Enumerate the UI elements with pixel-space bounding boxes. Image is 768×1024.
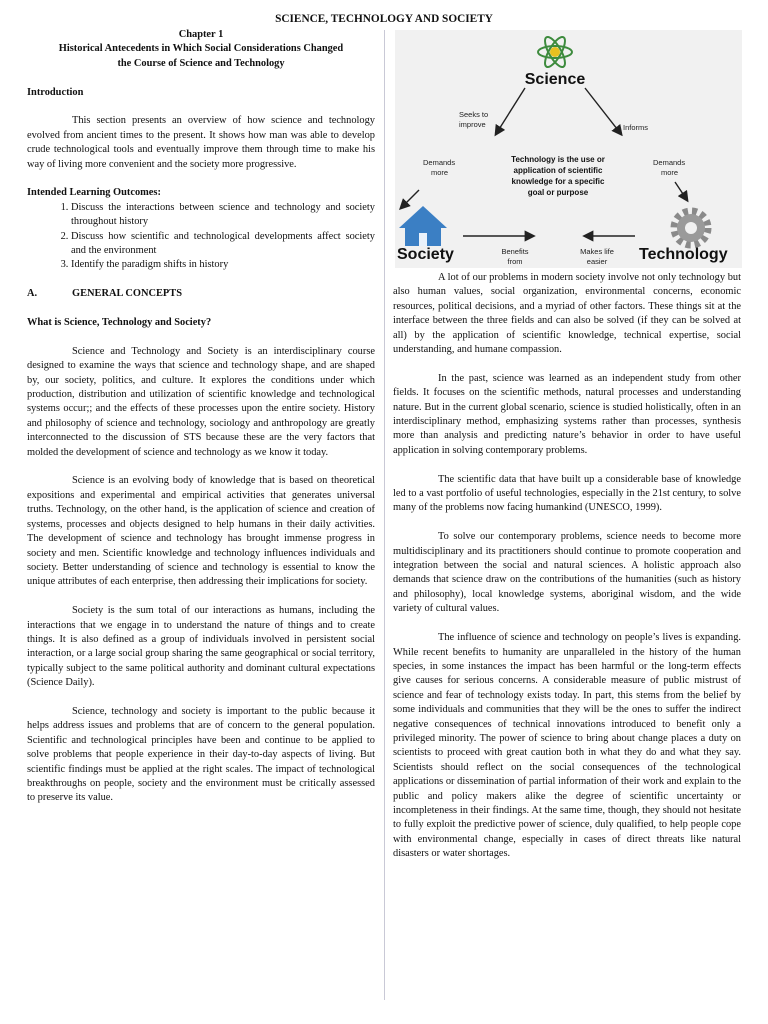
informs-label: Informs bbox=[623, 123, 649, 132]
makes-label-1: Makes life bbox=[580, 247, 614, 256]
outcome-item: 3. Identify the paradigm shifts in history bbox=[71, 258, 375, 272]
benefits-label-2: from bbox=[507, 257, 523, 266]
center-line-3: knowledge for a specific bbox=[511, 177, 605, 186]
sts-diagram bbox=[395, 30, 742, 268]
what-is-heading: What is Science, Technology and Society? bbox=[27, 317, 212, 329]
center-line-1: Technology is the use or bbox=[511, 155, 605, 164]
paragraph-society: Society is the sum total of our interactions as humans, including the interactions that we engage in to understand the nature of things and to create things. It is also defined as a group of individuals involved in persistent social interaction, or a large social group sharing the same geographical or social territory, typically subject to the same political authority and dominant cultural expectations (Science Daily). bbox=[27, 605, 375, 689]
right-column bbox=[393, 271, 741, 862]
technology-label: Technology bbox=[639, 246, 728, 263]
section-letter: A. bbox=[27, 288, 38, 300]
makes-label-2: easier bbox=[586, 257, 608, 266]
atom-icon bbox=[538, 34, 572, 69]
outcomes-heading: Intended Learning Outcomes: bbox=[27, 187, 161, 199]
section-title: GENERAL CONCEPTS bbox=[72, 288, 182, 300]
outcome-item: 2. Discuss how scientific and technological developments affect society and the environment bbox=[71, 230, 375, 259]
paragraph-modern-problems: A lot of our problems in modern society involve not only technology but also human values, social organization, environmental concerns, economic resources, political decisions, and a myriad of other factors. These things sit at the interface between the three fields and can also be solved (if they can be solved at all) by the application of scientific knowledge, technical expertise, social understanding, and humane compassion. bbox=[393, 272, 741, 356]
outcome-item: 1. Discuss the interactions between science and technology and society throughout history bbox=[71, 201, 375, 230]
paragraph-sts: Science and Technology and Society is an interdisciplinary course designed to examine the ways that science and technology shape, and are shaped by, our society, politics, and culture. It explores the conditions under which production, distribution and utilization of scientific knowledge and technological systems occur;; and the effects of these processes upon the entire society. History and philosophy of science and technology, sociology and anthropology are greatly interconnected to the discussion of STS because these are the very factors that molded the development of science and technology as we know it today. bbox=[27, 345, 375, 458]
section-a-heading bbox=[27, 287, 375, 301]
center-line-2: application of scientific bbox=[513, 166, 603, 175]
introduction-paragraph: This section presents an overview of how science and technology evolved from ancient times to the present. It shows how man was able to develop crude technological tools and eventually improve them through time to make his way of living more convenient and the society more progressive. bbox=[27, 115, 375, 170]
demands-left-2: more bbox=[431, 168, 449, 177]
paragraph-influence: The influence of science and technology on people’s lives is expanding. While recent benefits to humanity are unparalleled in the history of the human species, in some instances the impact has been harmful or the long-term effects give causes for serious concerns. A considerable measure of public mistrust of science and fear of technology exists today. In part, this stems from the belief by some individuals and communities that they will be the ones to suffer the indirect negative consequences of technical innovations introduced to benefit only a privileged minority. The power of science to bring about change places a duty on scientists to proceed with great caution both in what they do and what they say. Scientists should reflect on the social consequences of the technological applications or dissemination of partial information of their work and explain to the public and policy makers alike the degree of scientific uncertainty or incompleteness in their findings. At the same time, though, they should not hesitate to fully exploit the predictive power of science, duly qualified, to help people cope with environmental change, especially in cases of direct threats like natural disasters or water shortages. bbox=[393, 632, 741, 860]
seeks-label-2: improve bbox=[459, 120, 486, 129]
gear-icon bbox=[674, 211, 708, 245]
paragraph-past-science: In the past, science was learned as an independent study from other fields. It focuses on the scientific methods, natural processes and understanding nature. But in the current global scenario, science is studied holistically, often in an interdisciplinary method, emphasizing systems rather than processes, synthesis more than analysis and predicting nature’s behavior in order to have useful application in solving contemporary problems. bbox=[393, 372, 741, 456]
chapter-title-line-1: Historical Antecedents in Which Social Considerations Changed bbox=[58, 43, 344, 55]
paragraph-importance: Science, technology and society is important to the public because it helps address issues and problems that are of concern to the general population. Scientific and technological principles have been and continue to be applied to solve problems that people experience in their day-to-day aspects of living. But scientific findings must be applied at the right scales. The impact of technological breakthroughs on people, society and the environment must be critically assessed to preserve its value. bbox=[27, 705, 375, 804]
society-label: Society bbox=[397, 246, 454, 263]
paragraph-science: Science is an evolving body of knowledge that is based on theoretical expositions and experimental and empirical activities that generates universal truths. Technology, on the other hand, is the application of science and creation of systems, processes and objects designed to help humans in their daily activities. The development of science and technology has brought immense progress in society and men. Scientific knowledge and technology influences individuals and society. Better understanding of science and technology is essential to know the unique attributes of each enterprise, then addressing their implications for society. bbox=[27, 475, 375, 588]
science-label: Science bbox=[524, 71, 586, 88]
arrow-science-technology bbox=[585, 88, 621, 134]
paragraph-scientific-data: The scientific data that have built up a considerable base of knowledge led to a vast portfolio of useful technologies, especially in the 21st century, to solve many of the problems now facing humankind (UNESCO, 1999). bbox=[393, 473, 741, 514]
introduction-heading: Introduction bbox=[27, 86, 84, 98]
seeks-label-1: Seeks to bbox=[459, 110, 489, 119]
column-divider bbox=[384, 30, 385, 1000]
left-column bbox=[27, 28, 375, 806]
house-icon bbox=[399, 206, 447, 246]
demands-right-2: more bbox=[661, 168, 679, 177]
paragraph-contemporary: To solve our contemporary problems, science needs to become more multidisciplinary and its practitioners should continue to promote cooperation and integration between the social and natural sciences. A holistic approach also demands that science draw on the contributions of the humanities (such as history and philosophy), local knowledge systems, aboriginal wisdom, and the wide variety of cultural values. bbox=[393, 531, 741, 615]
benefits-label-1: Benefits bbox=[501, 247, 529, 256]
outcomes-list bbox=[27, 201, 375, 273]
arrow-science-society bbox=[496, 88, 525, 134]
arrow-technology-demands bbox=[675, 182, 687, 200]
demands-right-1: Demands bbox=[653, 158, 686, 167]
center-line-4: goal or purpose bbox=[527, 188, 589, 197]
document-title: SCIENCE, TECHNOLOGY AND SOCIETY bbox=[275, 13, 493, 25]
chapter-title-line-2: the Course of Science and Technology bbox=[117, 57, 285, 69]
arrow-society-demands bbox=[401, 190, 419, 208]
demands-left-1: Demands bbox=[423, 158, 456, 167]
chapter-label: Chapter 1 bbox=[178, 29, 224, 40]
